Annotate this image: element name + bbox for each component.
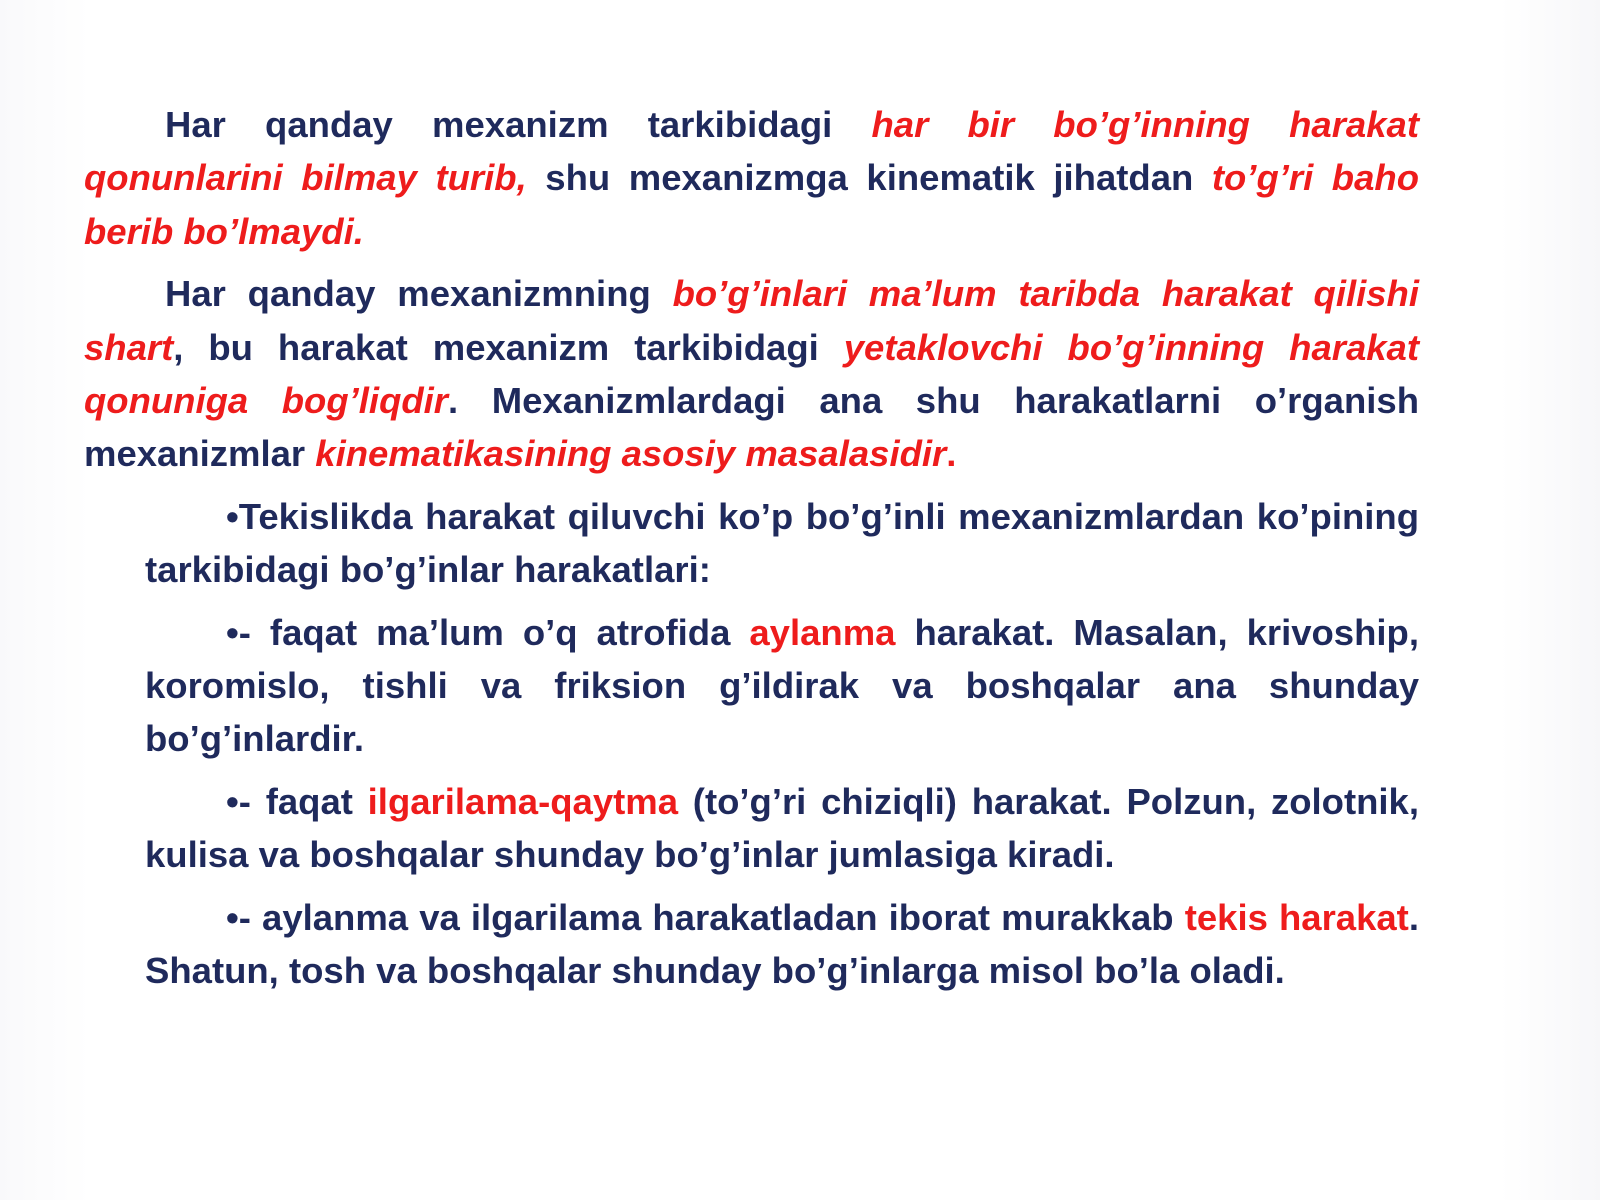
highlight-segment: ilgarilama-qaytma xyxy=(367,780,679,822)
text-segment: Har qanday mexanizmning xyxy=(165,273,673,315)
highlight-segment: bo’g’inlari ma’lum taribda harakat qilishi shart xyxy=(84,273,1419,368)
bullet-item-1 xyxy=(145,490,1419,597)
bullet-item-3 xyxy=(145,775,1419,882)
paragraph-2 xyxy=(84,267,1419,481)
highlight-segment: aylanma xyxy=(749,611,896,653)
text-segment: harakat. Masalan, krivoship, koromislo, tishli va friksion g’ildirak va boshqalar ana shunday bo’g’inlardir. xyxy=(145,611,1419,760)
text-segment: •- faqat ma’lum o’q atrofida xyxy=(226,611,750,653)
paragraph-1 xyxy=(84,98,1419,258)
text-segment: •- faqat xyxy=(226,780,368,822)
bullet-item-4 xyxy=(145,891,1419,998)
text-segment: . Shatun, tosh va boshqalar shunday bo’g’inlarga misol bo’la oladi. xyxy=(145,896,1419,992)
highlight-segment: yetaklovchi bo’g’inning harakat qonuniga bog’liqdir xyxy=(84,326,1419,422)
text-segment: shu mexanizmga kinematik jihatdan xyxy=(526,157,1212,199)
text-segment: . Mexanizmlardagi ana shu harakatlarni o’rganish mexanizmlar xyxy=(84,380,1419,475)
text-segment: •- aylanma va ilgarilama harakatladan iborat murakkab xyxy=(226,896,1185,938)
text-segment: (to’g’ri chiziqli) harakat. Polzun, zolotnik, kulisa va boshqalar shunday bo’g’inlar jumlasiga kiradi. xyxy=(145,780,1419,876)
highlight-segment: tekis harakat xyxy=(1184,896,1409,938)
text-segment: . xyxy=(946,433,957,475)
text-segment: , bu harakat mexanizm tarkibidagi xyxy=(173,326,844,368)
slide-text-body xyxy=(84,98,1419,1007)
highlight-segment: kinematikasining asosiy masalasidir xyxy=(315,433,947,475)
text-segment: Har qanday mexanizm tarkibidagi xyxy=(165,104,872,145)
highlight-segment: to’g’ri baho berib bo’lmaydi. xyxy=(84,157,1419,252)
highlight-segment: har bir bo’g’inning harakat qonunlarini bilmay turib, xyxy=(84,104,1419,199)
text-segment: •Tekislikda harakat qiluvchi ko’p bo’g’inli mexanizmlardan ko’pining tarkibidagi bo’g’inlar harakatlari: xyxy=(145,495,1419,591)
bullet-item-2 xyxy=(145,606,1419,766)
